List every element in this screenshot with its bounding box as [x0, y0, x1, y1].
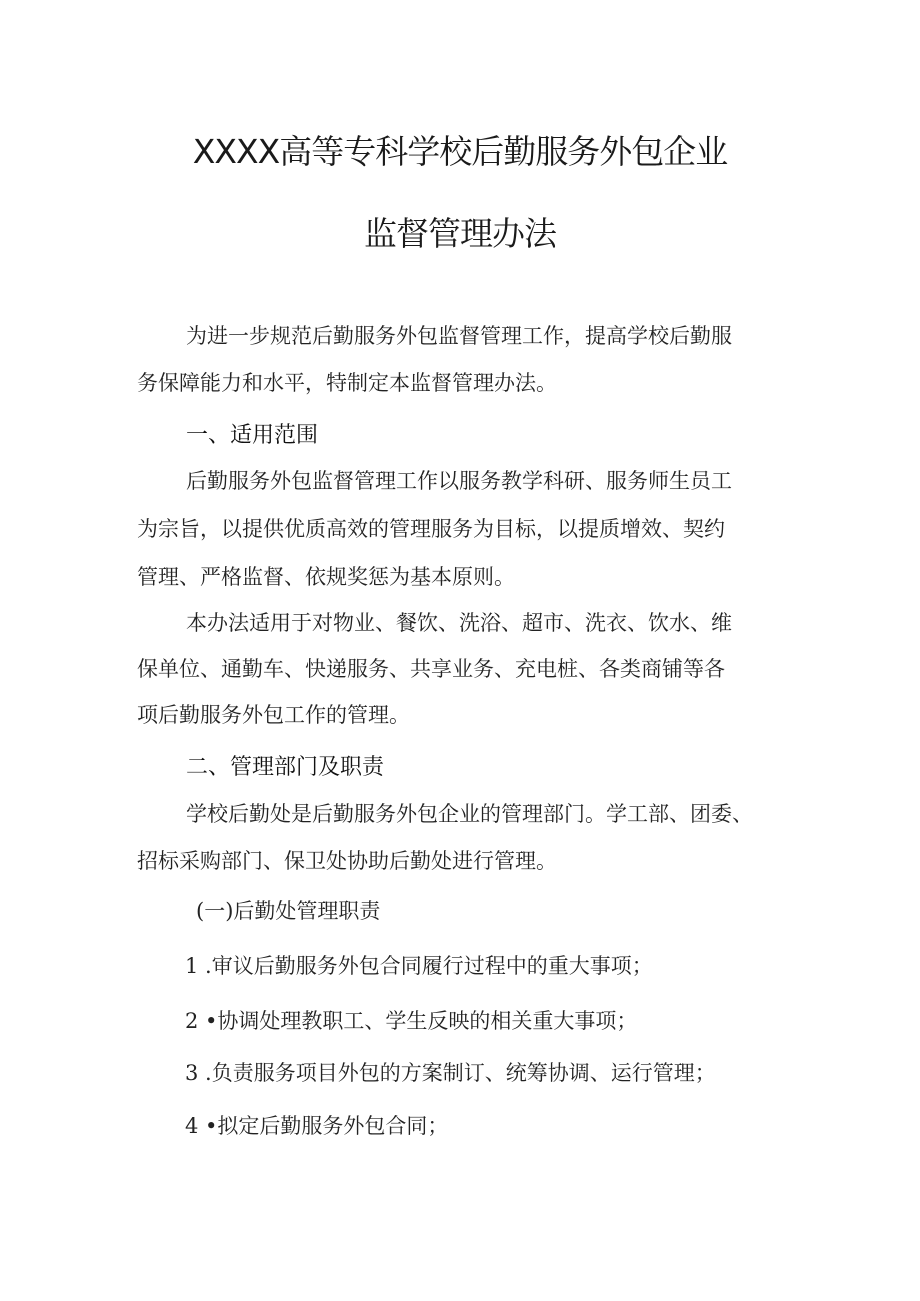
document-title-line-2: 监督管理办法 [364, 214, 556, 253]
section-2-para-1-line-1: 学校后勤处是后勤服务外包企业的管理部门。学工部、团委、 [186, 802, 753, 826]
section-1-para-2-line-1: 本办法适用于对物业、餐饮、洗浴、超市、洗衣、饮水、维 [186, 611, 732, 635]
section-1-para-2-line-2: 保单位、通勤车、快递服务、共享业务、充电桩、各类商铺等各 [137, 657, 725, 681]
section-1-para-1-line-1: 后勤服务外包监督管理工作以服务教学科研、服务师生员工 [186, 469, 732, 493]
duty-item-4: 4 •拟定后勤服务外包合同； [185, 1114, 449, 1138]
duty-item-1: 1 .审议后勤服务外包合同履行过程中的重大事项； [185, 954, 653, 978]
document-title-line-1: XXXX高等专科学校后勤服务外包企业 [192, 132, 728, 171]
section-1-para-1-line-2: 为宗旨，以提供优质高效的管理服务为目标，以提质增效、契约 [137, 517, 725, 541]
duty-item-3: 3 .负责服务项目外包的方案制订、统筹协调、运行管理； [185, 1061, 716, 1085]
section-1-para-1-line-3: 管理、严格监督、依规奖惩为基本原则。 [137, 565, 515, 589]
intro-line-2: 务保障能力和水平，特制定本监督管理办法。 [137, 371, 557, 395]
section-2-subheading: (一)后勤处管理职责 [196, 899, 381, 923]
duty-item-2: 2 •协调处理教职工、学生反映的相关重大事项； [185, 1009, 638, 1033]
section-2-para-1-line-2: 招标采购部门、保卫处协助后勤处进行管理。 [137, 849, 557, 873]
intro-line-1: 为进一步规范后勤服务外包监督管理工作，提高学校后勤服 [186, 324, 732, 348]
section-2-heading: 二、管理部门及职责 [186, 755, 385, 780]
section-1-heading: 一、适用范围 [186, 423, 319, 448]
section-1-para-2-line-3: 项后勤服务外包工作的管理。 [137, 703, 410, 727]
